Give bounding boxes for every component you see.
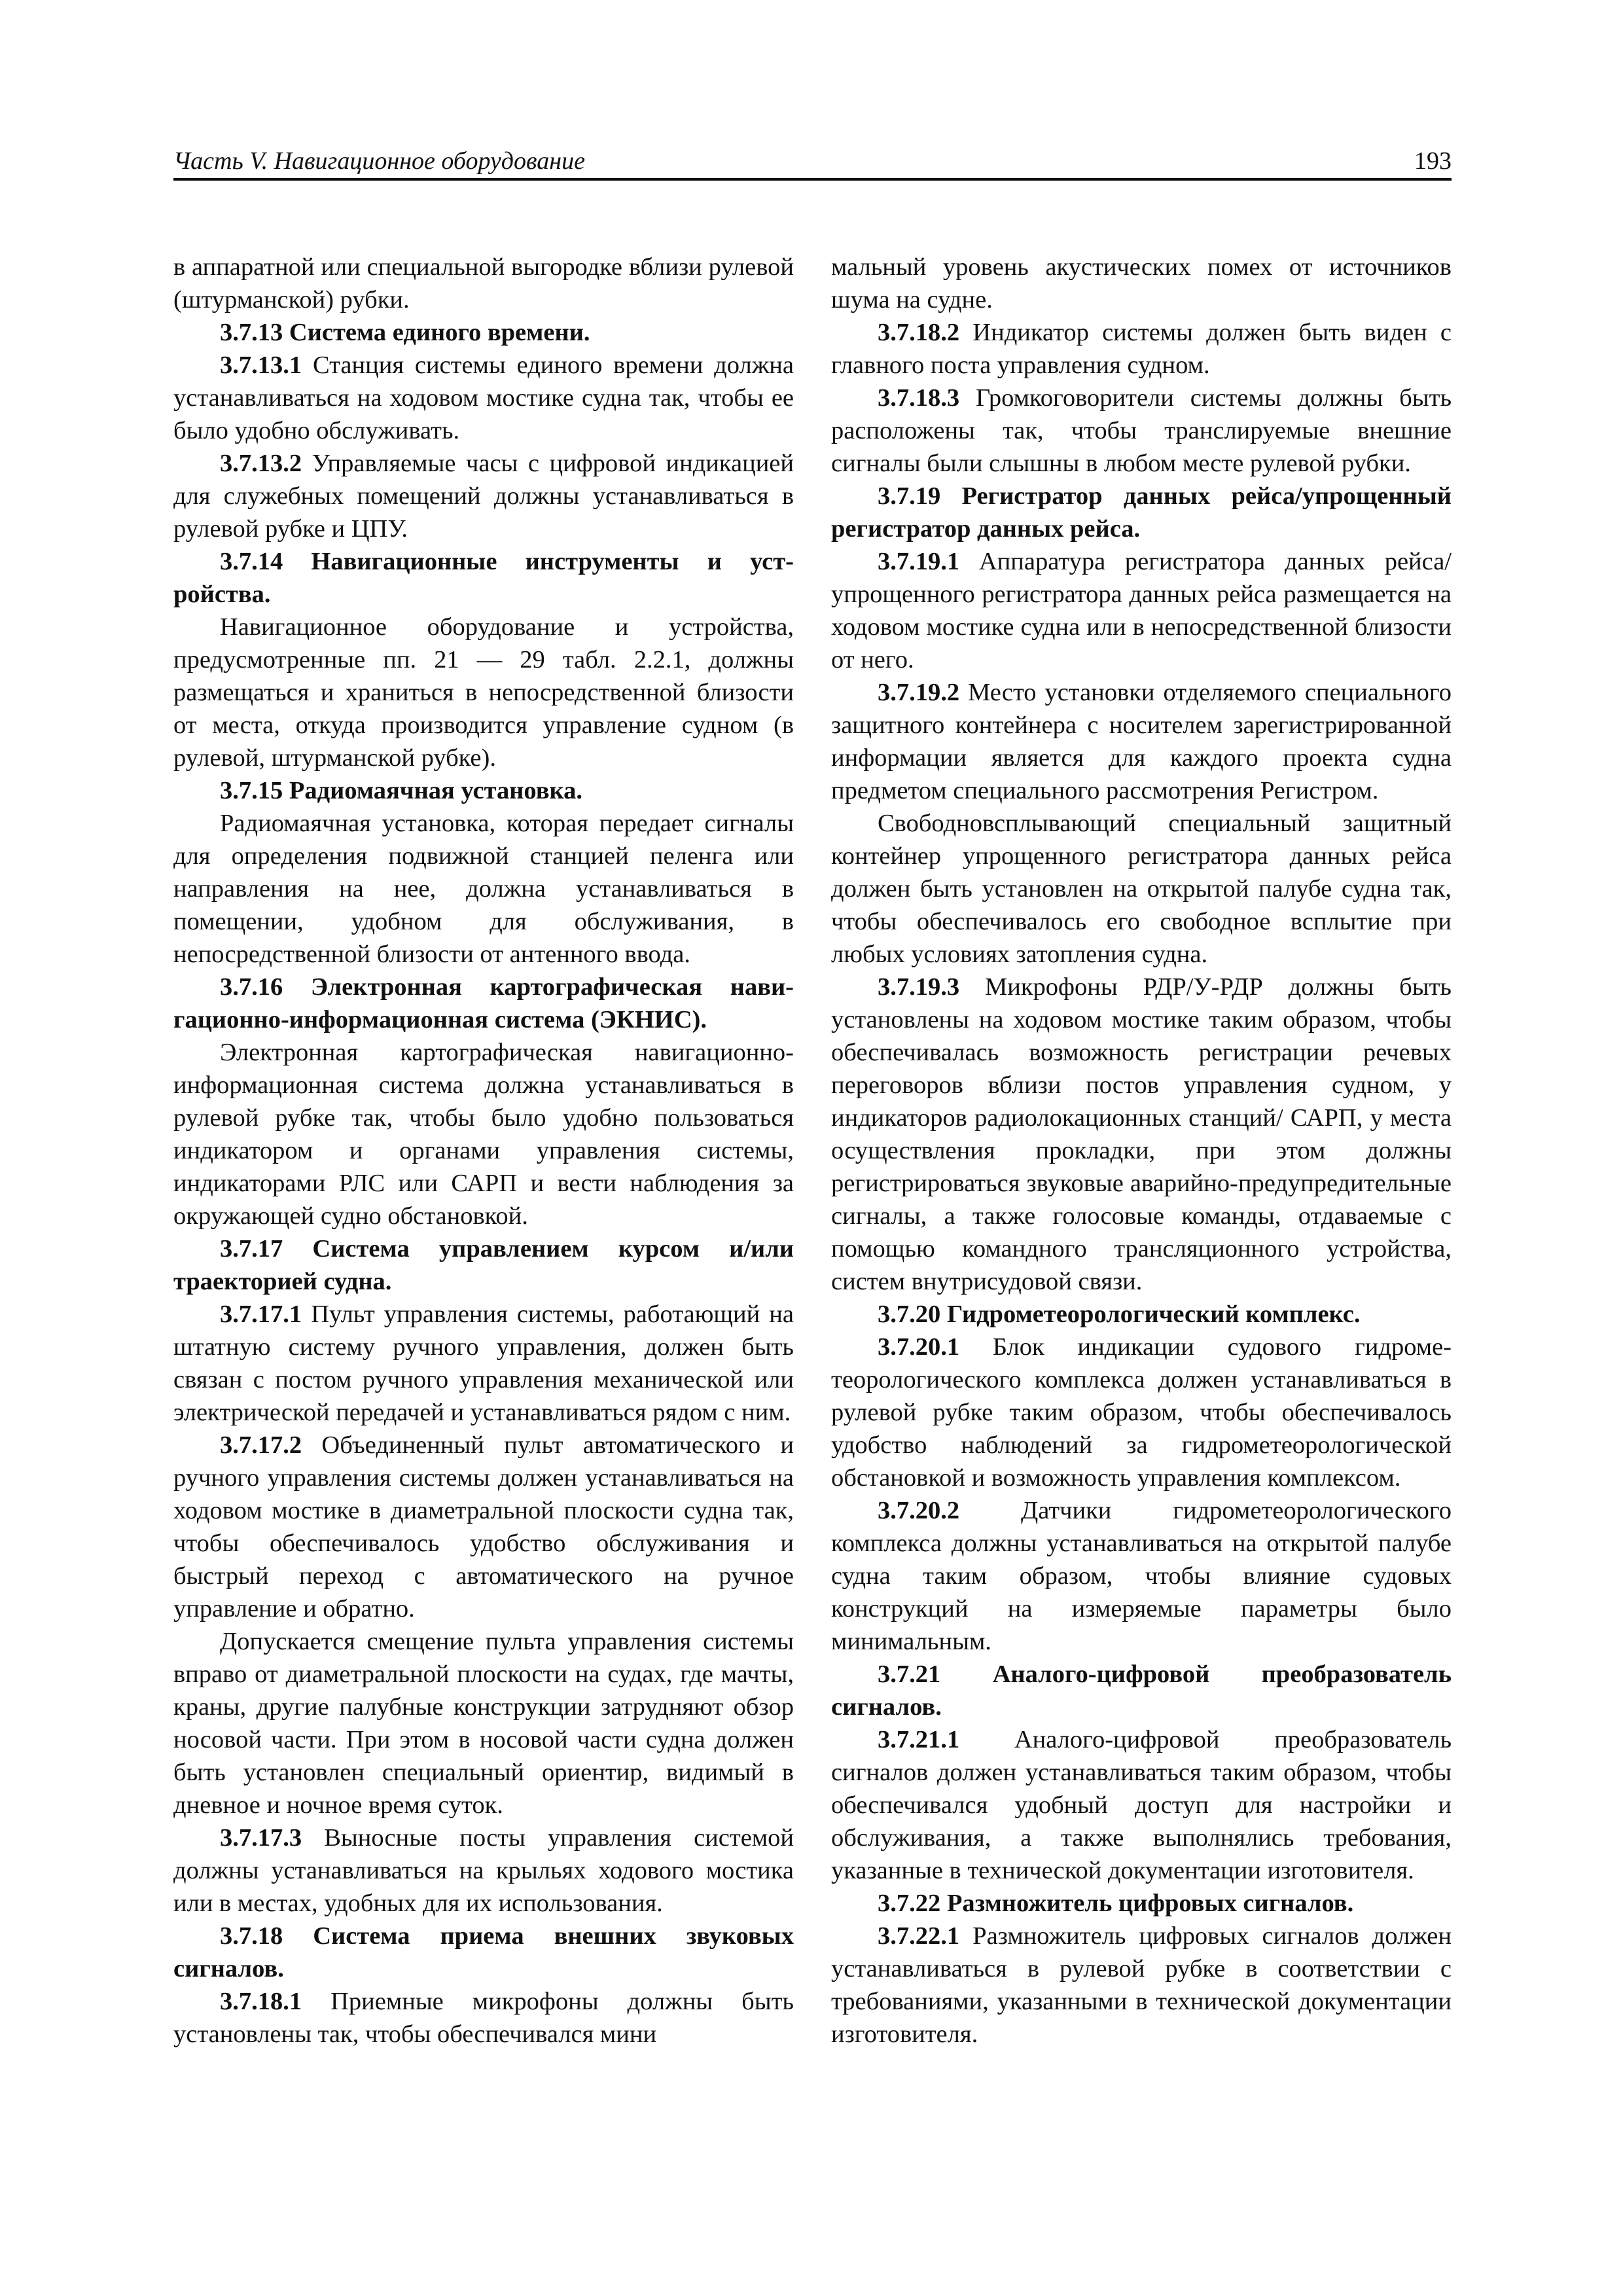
heading-text: 3.7.16 Электронная картографическая навигационно-информационная система (ЭКНИС). (173, 973, 794, 1033)
heading-text: 3.7.17 Система управлением курсом и/или траекторией судна. (173, 1235, 794, 1295)
clause-number: 3.7.18.1 (220, 1988, 302, 2015)
section-heading (173, 316, 794, 349)
right-column (831, 251, 1452, 2051)
paragraph (173, 447, 794, 545)
heading-text: 3.7.21 Аналого-цифровой преобразователь сигналов. (831, 1660, 1452, 1721)
paragraph-text: Громкоговорители системы должны быть расположены так, чтобы транслируемые внешние сигналы были слышны в любом месте рулевой рубки. (831, 384, 1452, 477)
section-heading (831, 1658, 1452, 1723)
clause-number: 3.7.17.3 (220, 1824, 302, 1852)
paragraph-text: Индикатор системы должен быть виден с главного поста управления судном. (831, 319, 1452, 379)
paragraph-text: в аппаратной или специальной выгородке вблизи рулевой (штурманской) рубки. (173, 253, 794, 314)
paragraph-text: Размножитель цифровых сигналов должен устанавливаться в рулевой рубке в соответствии с требованиями, указанными в технической документации изготовителя. (831, 1922, 1452, 2048)
header-title: Часть V. Навигационное оборудование (173, 147, 585, 175)
clause-number: 3.7.20.1 (878, 1333, 960, 1361)
paragraph-text: Допускается смещение пульта управления системы вправо от диаметральной плоскости на судах, где мачты, краны, другие палубные конструкции затрудняют обзор носовой части. При этом в носовой части судна должен быть установлен специальный ориентир, видимый в дневное и ночное время суток. (173, 1628, 794, 1819)
section-heading (831, 1298, 1452, 1331)
paragraph (173, 1821, 794, 1920)
paragraph (173, 251, 794, 316)
heading-text: 3.7.15 Радиомаячная установка. (220, 777, 582, 804)
section-heading (173, 1232, 794, 1298)
clause-number: 3.7.21.1 (878, 1726, 960, 1753)
paragraph (831, 1331, 1452, 1494)
clause-number: 3.7.18.3 (878, 384, 960, 412)
running-header (173, 144, 1452, 181)
paragraph (173, 807, 794, 971)
clause-number: 3.7.18.2 (878, 319, 960, 346)
paragraph-text: Навигационное оборудование и устройства, предусмотренные пп. 21 — 29 табл. 2.2.1, должны размещаться и храниться в непосредственной близости от места, откуда производится управление судном (в рулевой, штурманской рубке). (173, 613, 794, 772)
paragraph (831, 807, 1452, 971)
clause-number: 3.7.19.3 (878, 973, 960, 1001)
paragraph (831, 316, 1452, 382)
paragraph-text: Электронная картографическая навигационно-информационная система должна устанавливаться в рулевой рубке так, чтобы было удобно пользоваться индикатором и органами управления системы, индикаторами РЛС или САРП и вести наблюдения за окружающей судно обстановкой. (173, 1039, 794, 1230)
section-heading (173, 545, 794, 611)
paragraph (831, 382, 1452, 480)
paragraph (173, 1429, 794, 1625)
heading-text: 3.7.18 Система приема внешних звуковых сигналов. (173, 1922, 794, 1982)
paragraph-text: Место установки отделяемого специального защитного контейнера с носителем зарегистрированной информации является для каждого проекта судна предметом специального рассмотрения Регистром. (831, 679, 1452, 804)
paragraph (831, 971, 1452, 1298)
section-heading (831, 1887, 1452, 1920)
section-heading (173, 774, 794, 807)
left-column (173, 251, 794, 2051)
clause-number: 3.7.17.1 (220, 1300, 302, 1328)
clause-number: 3.7.20.2 (878, 1497, 960, 1524)
paragraph-text: Свободновсплывающий специальный защитный контейнер упрощенного регистратора данных рейса должен быть установлен на открытой палубе судна так, чтобы обеспечивалось его свободное всплытие при любых условиях затопления судна. (831, 810, 1452, 968)
paragraph (173, 1298, 794, 1429)
paragraph (831, 676, 1452, 807)
paragraph (831, 545, 1452, 676)
paragraph (831, 1920, 1452, 2051)
paragraph-text: Датчики гидрометеорологического комплекса должны устанавливаться на открытой палубе судна таким образом, чтобы влияние судовых конструкций на измеряемые параметры было минимальным. (831, 1497, 1452, 1655)
clause-number: 3.7.13.2 (220, 450, 302, 477)
heading-text: 3.7.13 Система единого времени. (220, 319, 590, 346)
heading-text: 3.7.14 Навигационные инструменты и устройства. (173, 548, 794, 608)
section-heading (173, 1920, 794, 1985)
paragraph-text: Выносные посты управления системой должны устанавливаться на крыльях ходового мостика или в местах, удобных для их использования. (173, 1824, 794, 1917)
heading-text: 3.7.20 Гидрометеорологический комплекс. (878, 1300, 1361, 1328)
paragraph-text: Микрофоны РДР/У-РДР должны быть установлены на ходовом мостике таким образом, чтобы обеспечивалась возможность регистрации речевых переговоров вблизи постов управления судном, у индикаторов радиолокационных станций/ САРП, у места осуществления прокладки, при этом должны регистрироваться звуковые аварийно-предупредительные сигналы, а также голосовые команды, отдаваемые с помощью командного трансляционного устройства, систем внутрисудовой связи. (831, 973, 1452, 1295)
clause-number: 3.7.22.1 (878, 1922, 960, 1950)
paragraph (173, 349, 794, 447)
paragraph-text: Приемные микрофоны должны быть установлены так, чтобы обеспечивался мини (173, 1988, 794, 2048)
section-heading (173, 971, 794, 1036)
clause-number: 3.7.19.2 (878, 679, 960, 706)
clause-number: 3.7.19.1 (878, 548, 960, 575)
page-number: 193 (1414, 147, 1452, 175)
paragraph-text: Управляемые часы с цифровой индикацией для служебных помещений должны устанавливаться в рулевой рубке и ЦПУ. (173, 450, 794, 543)
paragraph-text: Объединенный пульт автоматического и ручного управления системы должен устанавливаться на ходовом мостике в диаметральной плоскости судна так, чтобы обеспечивалось удобство обслуживания и быстрый переход с автоматического на ручное управление и обратно. (173, 1431, 794, 1623)
paragraph-text: Аналого-цифровой преобразователь сигналов должен устанавливаться таким образом, чтобы обеспечивался удобный доступ для настройки и обслуживания, а также выполнялись требования, указанные в технической документации изготовителя. (831, 1726, 1452, 1884)
heading-text: 3.7.19 Регистратор данных рейса/упрощенный регистратор данных рейса. (831, 482, 1452, 543)
paragraph (173, 1985, 794, 2051)
paragraph-text: Аппаратура регистратора данных рейса/ упрощенного регистратора данных рейса размещается на ходовом мостике судна или в непосредственной близости от него. (831, 548, 1452, 673)
paragraph (173, 611, 794, 774)
paragraph-text: Блок индикации судового гидрометеорологического комплекса должен устанавливаться в рулевой рубке таким образом, чтобы обеспечивалось удобство наблюдений за гидрометеорологической обстановкой и возможность управления комплексом. (831, 1333, 1452, 1492)
clause-number: 3.7.13.1 (220, 351, 302, 379)
heading-text: 3.7.22 Размножитель цифровых сигналов. (878, 1890, 1354, 1917)
paragraph (173, 1625, 794, 1821)
paragraph (173, 1036, 794, 1232)
paragraph-text: Станция системы единого времени должна устанавливаться на ходовом мостике судна так, чтобы ее было удобно обслуживать. (173, 351, 794, 444)
paragraph (831, 251, 1452, 316)
clause-number: 3.7.17.2 (220, 1431, 302, 1459)
paragraph-text: Пульт управления системы, работающий на штатную систему ручного управления, должен быть связан с постом ручного управления механической или электрической передачей и устанавливаться рядом с ним. (173, 1300, 794, 1426)
paragraph (831, 1723, 1452, 1887)
paragraph (831, 1494, 1452, 1658)
section-heading (831, 480, 1452, 545)
paragraph-text: мальный уровень акустических помех от источников шума на судне. (831, 253, 1452, 314)
paragraph-text: Радиомаячная установка, которая передает сигналы для определения подвижной станцией пеленга или направления на нее, должна устанавливаться в помещении, удобном для обслуживания, в непосредственной близости от антенного ввода. (173, 810, 794, 968)
